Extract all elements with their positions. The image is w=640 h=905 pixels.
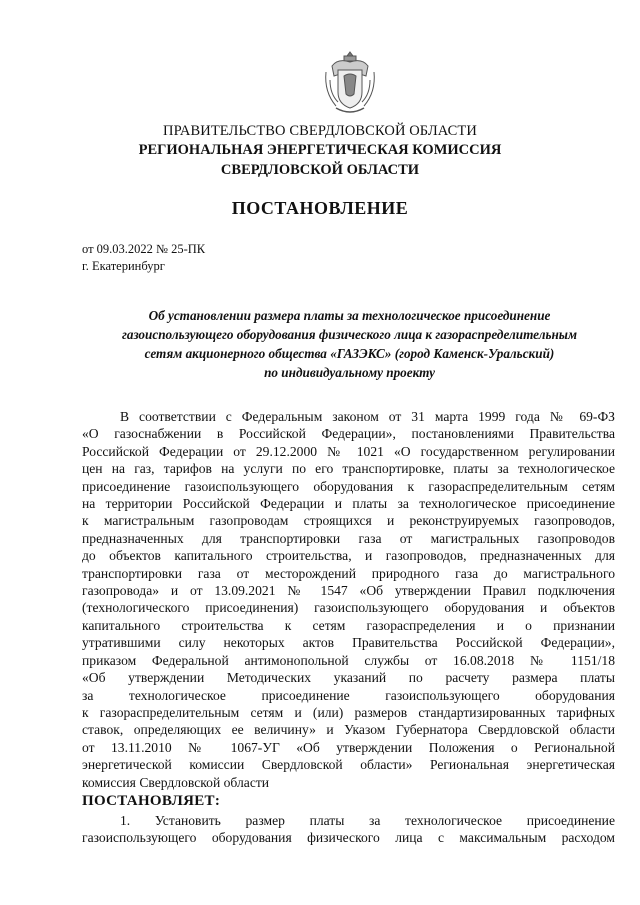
subject-line: сетям акционерного общества «ГАЗЭКС» (город Каменск-Уральский) [144, 346, 555, 361]
subject-line: газоиспользующего оборудования физического лица к газораспределительным [122, 327, 577, 342]
subject-line: по индивидуальному проекту [264, 365, 435, 380]
document-subject [82, 306, 617, 382]
item-line: 1. Установить размер платы за технологическое присоединение [120, 813, 615, 828]
preamble-line: от 13.11.2010 № 1067-УГ «Об утверждении Положения о Региональной [82, 739, 615, 755]
preamble-line: на территории Российской Федерации и платы за технологическое присоединение [82, 496, 615, 512]
preamble-line: к газораспределительным сетям и (или) размеров стандартизированных тарифных [82, 704, 615, 720]
preamble-line: до объектов капитального строительства, и газопроводов, предназначенных для [82, 548, 615, 564]
preamble-paragraph [82, 408, 615, 791]
coat-of-arms-emblem [322, 50, 378, 116]
subject-line: Об установлении размера платы за технологическое присоединение [148, 308, 551, 323]
preamble-line: предназначенных для транспортировки газа от магистральных газопроводов [82, 530, 615, 546]
preamble-line: комиссия Свердловской области [82, 774, 270, 790]
city: г. Екатеринбург [82, 259, 165, 273]
preamble-line: Российской Федерации от 29.12.2000 № 1021 «О государственном регулировании [82, 443, 615, 459]
preamble-line: «О газоснабжении в Российской Федерации», постановлениями Правительства [82, 426, 615, 442]
document-type-title: ПОСТАНОВЛЕНИЕ [231, 198, 409, 218]
preamble-line: приказом Федеральной антимонопольной службы от 16.08.2018 № 1151/18 [82, 652, 615, 668]
commission-name: РЕГИОНАЛЬНАЯ ЭНЕРГЕТИЧЕСКАЯ КОМИССИЯ [138, 142, 502, 158]
preamble-line: цен на газ, тарифов на услуги по его транспортировке, платы за технологическое [82, 461, 615, 477]
preamble-line: капитального строительства к сетям газораспределения и о признании [82, 617, 615, 633]
item-line: газоиспользующего оборудования физического лица с максимальным расходом [82, 830, 615, 846]
region-name: СВЕРДЛОВСКОЙ ОБЛАСТИ [220, 162, 420, 178]
preamble-line: ставок, определяющих ее величину» и Указом Губернатора Свердловской области [82, 722, 615, 738]
preamble-line: присоединение газоиспользующего оборудования к газораспределительным сетям [82, 478, 615, 494]
preamble-line: В соответствии с Федеральным законом от 31 марта 1999 года № 69-ФЗ [120, 409, 615, 424]
preamble-line: к магистральным газопроводам строящихся и реконструируемых газопроводов, [82, 513, 615, 529]
preamble-line: утратившими силу некоторых актов Правительства Российской Федерации», [82, 635, 615, 651]
preamble-line: за технологическое присоединение газоиспользующего оборудования [82, 687, 615, 703]
date-number: от 09.03.2022 № 25-ПК [82, 242, 206, 256]
decrees-label: ПОСТАНОВЛЯЕТ: [82, 793, 221, 809]
government-name: ПРАВИТЕЛЬСТВО СВЕРДЛОВСКОЙ ОБЛАСТИ [163, 123, 477, 139]
item-1-paragraph [82, 812, 615, 847]
preamble-line: газопровода» и от 13.09.2021 № 1547 «Об утверждении Правил подключения [82, 583, 615, 599]
preamble-line: энергетической комиссии Свердловской области» Региональная энергетическая [82, 757, 615, 773]
preamble-line: «Об утверждении Методических указаний по расчету размера платы [82, 670, 615, 686]
preamble-line: транспортировки газа от месторождений природного газа до магистрального [82, 565, 615, 581]
preamble-line: (технологического присоединения) газоиспользующего оборудования и объектов [82, 600, 615, 616]
